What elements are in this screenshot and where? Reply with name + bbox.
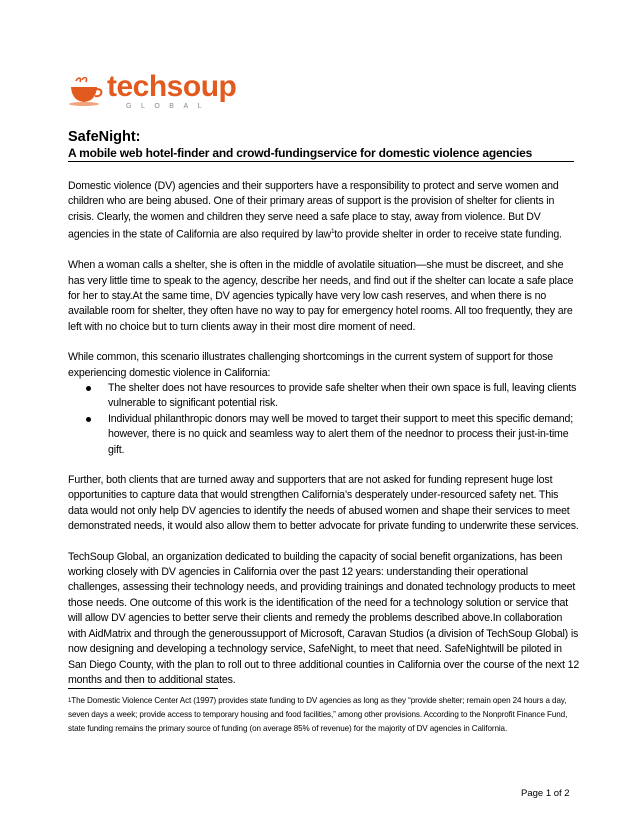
logo-subtitle: GLOBAL (126, 103, 212, 110)
footnote-divider (68, 688, 218, 689)
list-item-text: Individual philanthropic donors may well be moved to target their support to meet this specific demand; however, there is no quick and seamless way to alert them of the neednor to process their just-in-time gift. (108, 412, 574, 456)
bullet-icon (86, 386, 91, 391)
paragraph-5: TechSoup Global, an organization dedicated to building the capacity of social benefit organizations, has been working closely with DV agencies in California over the past 12 years: understanding their operational challenges, assessing their technology needs, and providing trainings and donated technology products to meet those needs. One outcome of this work is the identification of the need for a technology solution or service that will allow DV agencies to better serve their clients and remedy the problems described above.In collaboration with AidMatrix and through the generoussupport of Microsoft, Caravan Studios (a division of TechSoup Global) is now designing and developing a technology service, SafeNight, to meet that need. SafeNightwill be piloted in San Diego County, with the plan to roll out to three additional counties in California over the course of the next 12 months and then to additional states. (68, 550, 580, 686)
footnote-marker: 1 (68, 698, 72, 704)
paragraph-1-text-a: Domestic violence (DV) agencies and their supporters have a responsibility to protect and serve women and children who are being abused. One of their primary areas of support is the provision of shelter for clients in crisis. Clearly, the women and children they serve need a safe place to stay, away from violence. But DV agencies in the state of California are also required by law (68, 180, 559, 241)
techsoup-global-logo (68, 71, 238, 115)
footnote (68, 694, 576, 736)
list-item (96, 412, 580, 458)
paragraph-3: While common, this scenario illustrates challenging shortcomings in the current system of support for those experiencing domestic violence in California: (68, 351, 554, 379)
cup-icon (68, 77, 104, 107)
document-body (68, 179, 580, 703)
document-title: SafeNight: (68, 129, 141, 145)
paragraph-1 (68, 179, 580, 243)
footnote-text: The Domestic Violence Center Act (1997) provides state funding to DV agencies as long as they “provide shelter; remain open 24 hours a day, seven days a week; provide access to temporary housing and food facilities,” among other provisions. According to the Nonprofit Finance Fund, state funding remains the primary source of funding (on average 85% of revenue) for the majority of DV agencies in California. (68, 696, 568, 733)
list-item-text: The shelter does not have resources to provide safe shelter when their own space is full, leaving clients vulnerable to significant potential risk. (108, 382, 577, 410)
footnote-ref: 1 (331, 229, 335, 236)
list-item (96, 381, 580, 412)
bullet-list (68, 381, 580, 458)
paragraph-2: When a woman calls a shelter, she is often in the middle of avolatile situation—she must be discreet, and she has very little time to speak to the agency, describe her needs, and find out if the shelter can locate a safe place for her to stay.At the same time, DV agencies typically have very low cash reserves, and when there is no available room for shelter, they often have no way to pay for emergency hotel rooms. All too frequently, they are left with no choice but to turn clients away in their most dire moment of need. (68, 259, 574, 333)
document-subtitle: A mobile web hotel-finder and crowd-fundingservice for domestic violence agencies (68, 146, 574, 162)
page-number: Page 1 of 2 (521, 788, 570, 799)
logo-wordmark: techsoup (107, 70, 237, 103)
bullet-icon (86, 417, 91, 422)
paragraph-4: Further, both clients that are turned away and supporters that are not asked for funding represent huge lost opportunities to capture data that would strengthen California’s desperately under-resourced safety net. This data would not only help DV agencies to identify the needs of abused women and shape their services to meet demonstrated needs, it would also allow them to better advocate for private funding to underwrite these services. (68, 474, 579, 533)
paragraph-1-text-b: to provide shelter in order to receive state funding. (334, 228, 562, 241)
